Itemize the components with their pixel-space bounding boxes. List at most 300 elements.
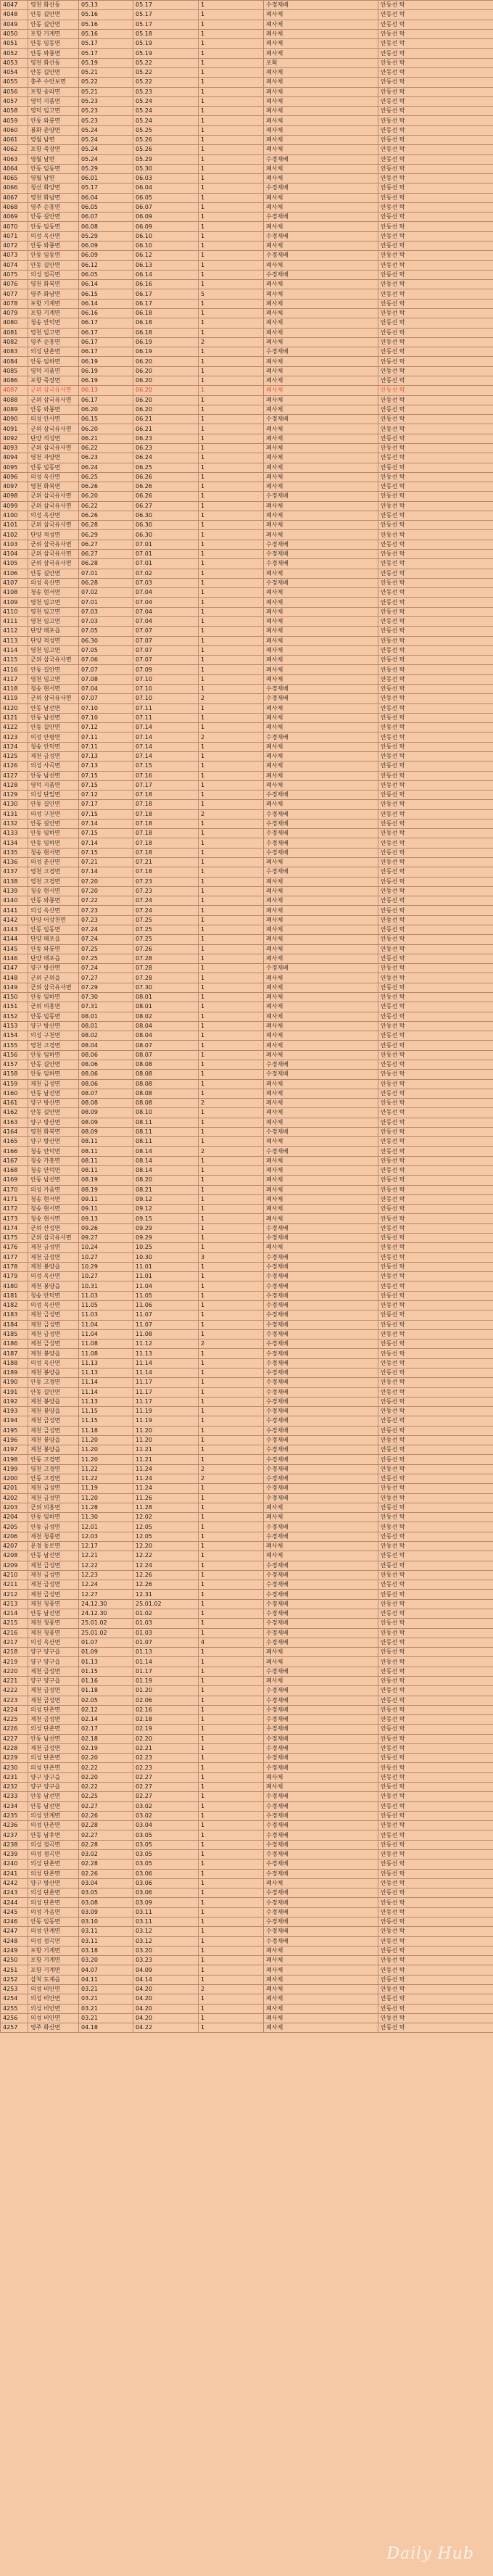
date-confirmed: 03.23	[133, 1956, 199, 1965]
date-occurred: 06.28	[79, 578, 133, 587]
table-row	[1, 521, 493, 530]
category: 수경재배	[264, 1570, 378, 1580]
date-confirmed: 07.11	[133, 713, 199, 722]
count: 1	[199, 1387, 264, 1397]
category: 수경재배	[264, 1445, 378, 1455]
category: 폐사체	[264, 569, 378, 578]
date-confirmed: 08.08	[133, 1089, 199, 1098]
row-number: 4141	[1, 906, 28, 915]
date-occurred: 03.10	[79, 1917, 133, 1926]
date-occurred: 07.20	[79, 877, 133, 886]
count: 1	[199, 790, 264, 800]
count: 1	[199, 1859, 264, 1869]
row-number: 4186	[1, 1339, 28, 1349]
date-occurred: 07.24	[79, 964, 133, 973]
row-number: 4167	[1, 1156, 28, 1165]
region: 안동 남선면	[28, 771, 79, 780]
date-occurred: 06.19	[79, 366, 133, 376]
date-occurred: 11.05	[79, 1300, 133, 1310]
date-occurred: 10.31	[79, 1281, 133, 1291]
table-row	[1, 1580, 493, 1590]
table-row	[1, 1715, 493, 1725]
date-confirmed: 02.19	[133, 1725, 199, 1734]
region: 의성 점곡면	[28, 1936, 79, 1946]
owner: 안동선 탁	[378, 386, 493, 395]
owner: 안동선 탁	[378, 761, 493, 771]
owner: 안동선 탁	[378, 550, 493, 559]
owner: 안동선 탁	[378, 1917, 493, 1926]
region: 제천 금성면	[28, 1484, 79, 1493]
row-number: 4188	[1, 1358, 28, 1368]
region: 의성 옥산면	[28, 1638, 79, 1647]
count: 1	[199, 915, 264, 925]
owner: 안동선 탁	[378, 1772, 493, 1782]
region: 안동 남선면	[28, 713, 79, 722]
date-confirmed: 05.24	[133, 96, 199, 106]
owner: 안동선 탁	[378, 1050, 493, 1060]
date-occurred: 07.07	[79, 665, 133, 674]
date-occurred: 05.23	[79, 116, 133, 125]
date-confirmed: 06.05	[133, 193, 199, 202]
category: 수경재배	[264, 1898, 378, 1907]
row-number: 4150	[1, 992, 28, 1002]
date-occurred: 08.11	[79, 1147, 133, 1156]
count: 4	[199, 1638, 264, 1647]
count: 1	[199, 1907, 264, 1917]
date-occurred: 07.15	[79, 829, 133, 838]
row-number: 4214	[1, 1609, 28, 1618]
table-row	[1, 1320, 493, 1329]
table-row	[1, 2023, 493, 2033]
date-occurred: 12.24	[79, 1580, 133, 1590]
count: 1	[199, 636, 264, 645]
row-number: 4069	[1, 212, 28, 222]
region: 영덕 지품면	[28, 780, 79, 790]
row-number: 4145	[1, 944, 28, 954]
table-row	[1, 1783, 493, 1792]
count: 1	[199, 1743, 264, 1753]
owner: 안동선 탁	[378, 1551, 493, 1561]
row-number: 4208	[1, 1551, 28, 1561]
row-number: 4079	[1, 309, 28, 318]
row-number: 4233	[1, 1792, 28, 1801]
region: 의성 점곡면	[28, 1840, 79, 1849]
category: 수경재배	[264, 1464, 378, 1474]
owner: 안동선 탁	[378, 1830, 493, 1840]
table-row	[1, 270, 493, 279]
count: 1	[199, 1522, 264, 1532]
count: 1	[199, 1176, 264, 1185]
count: 1	[199, 848, 264, 857]
owner: 안동선 탁	[378, 1878, 493, 1888]
count: 1	[199, 1320, 264, 1329]
date-occurred: 11.15	[79, 1416, 133, 1426]
count: 1	[199, 665, 264, 674]
date-confirmed: 02.16	[133, 1705, 199, 1714]
category: 수경재배	[264, 347, 378, 357]
table-row	[1, 376, 493, 385]
table-row	[1, 347, 493, 357]
date-occurred: 06.04	[79, 193, 133, 202]
category: 폐사체	[264, 1657, 378, 1667]
date-confirmed: 02.20	[133, 1734, 199, 1743]
region: 포항 송라면	[28, 87, 79, 96]
category: 폐사체	[264, 858, 378, 867]
date-confirmed: 07.28	[133, 954, 199, 963]
region: 안동 남선면	[28, 1792, 79, 1801]
table-row	[1, 703, 493, 713]
region: 안동 길안면	[28, 10, 79, 20]
row-number: 4113	[1, 636, 28, 645]
region: 의성 단촌면	[28, 1725, 79, 1734]
date-confirmed: 01.07	[133, 1638, 199, 1647]
region: 제천 금성면	[28, 1570, 79, 1580]
region: 군위 의흥면	[28, 1002, 79, 1012]
date-occurred: 07.12	[79, 790, 133, 800]
row-number: 4231	[1, 1772, 28, 1782]
table-row	[1, 1725, 493, 1734]
date-confirmed: 06.09	[133, 222, 199, 231]
date-confirmed: 11.14	[133, 1368, 199, 1377]
category: 폐사체	[264, 1050, 378, 1060]
region: 영덕 지품면	[28, 366, 79, 376]
row-number: 4201	[1, 1484, 28, 1493]
table-row	[1, 790, 493, 800]
table-row	[1, 78, 493, 87]
count: 1	[199, 1416, 264, 1426]
row-number: 4251	[1, 1965, 28, 1975]
owner: 안동선 탁	[378, 1147, 493, 1156]
date-confirmed: 01.17	[133, 1667, 199, 1676]
region: 군위 삼국유사면	[28, 540, 79, 549]
owner: 안동선 탁	[378, 1936, 493, 1946]
count: 1	[199, 771, 264, 780]
category: 폐사체	[264, 1956, 378, 1965]
category: 수경재배	[264, 1628, 378, 1638]
category: 폐사체	[264, 983, 378, 992]
date-confirmed: 09.29	[133, 1234, 199, 1243]
table-row	[1, 1811, 493, 1820]
date-confirmed: 11.21	[133, 1455, 199, 1464]
count: 1	[199, 309, 264, 318]
table-row	[1, 1763, 493, 1772]
table-row	[1, 424, 493, 434]
region: 안동 임동면	[28, 1917, 79, 1926]
date-occurred: 11.13	[79, 1397, 133, 1406]
date-occurred: 07.17	[79, 800, 133, 809]
row-number: 4149	[1, 983, 28, 992]
region: 단양 매포읍	[28, 935, 79, 944]
date-confirmed: 06.18	[133, 309, 199, 318]
owner: 안동선 탁	[378, 607, 493, 616]
owner: 안동선 탁	[378, 992, 493, 1002]
owner: 안동선 탁	[378, 242, 493, 251]
date-occurred: 08.11	[79, 1137, 133, 1147]
count: 1	[199, 540, 264, 549]
date-confirmed: 07.11	[133, 703, 199, 713]
table-row	[1, 588, 493, 598]
owner: 안동선 탁	[378, 925, 493, 935]
category: 수경재배	[264, 1281, 378, 1291]
region: 영천 임고면	[28, 328, 79, 337]
category: 수경재배	[264, 183, 378, 193]
owner: 안동선 탁	[378, 540, 493, 549]
category: 폐사체	[264, 193, 378, 202]
region: 제천 봉양읍	[28, 1349, 79, 1358]
table-row	[1, 1185, 493, 1194]
row-number: 4254	[1, 1994, 28, 2004]
owner: 안동선 탁	[378, 1743, 493, 1753]
date-occurred: 06.20	[79, 405, 133, 414]
owner: 안동선 탁	[378, 1898, 493, 1907]
row-number: 4130	[1, 800, 28, 809]
date-confirmed: 07.21	[133, 858, 199, 867]
row-number: 4144	[1, 935, 28, 944]
count: 1	[199, 1686, 264, 1696]
category: 수경재배	[264, 1, 378, 10]
category: 폐사체	[264, 1965, 378, 1975]
category: 수경재배	[264, 1888, 378, 1898]
table-row	[1, 540, 493, 549]
table-row	[1, 309, 493, 318]
row-number: 4097	[1, 482, 28, 492]
count: 2	[199, 1984, 264, 1994]
owner: 안동선 탁	[378, 674, 493, 684]
count: 2	[199, 694, 264, 703]
date-occurred: 02.14	[79, 1715, 133, 1725]
date-confirmed: 08.07	[133, 1041, 199, 1050]
category: 폐사체	[264, 424, 378, 434]
date-confirmed: 06.14	[133, 270, 199, 279]
table-row	[1, 1445, 493, 1455]
date-occurred: 02.12	[79, 1705, 133, 1714]
category: 폐사체	[264, 674, 378, 684]
table-row	[1, 492, 493, 501]
date-confirmed: 05.30	[133, 164, 199, 173]
date-occurred: 03.11	[79, 1936, 133, 1946]
table-row	[1, 511, 493, 520]
count: 1	[199, 1185, 264, 1194]
count: 1	[199, 1118, 264, 1127]
row-number: 4157	[1, 1060, 28, 1069]
category: 수경재배	[264, 1850, 378, 1859]
category: 수경재배	[264, 578, 378, 587]
table-row	[1, 1329, 493, 1339]
category: 폐사체	[264, 328, 378, 337]
count: 1	[199, 39, 264, 49]
date-occurred: 11.28	[79, 1503, 133, 1512]
count: 1	[199, 780, 264, 790]
count: 1	[199, 116, 264, 125]
row-number: 4236	[1, 1821, 28, 1830]
owner: 안동선 탁	[378, 1021, 493, 1031]
table-row	[1, 1936, 493, 1946]
row-number: 4058	[1, 107, 28, 116]
category: 포획	[264, 58, 378, 67]
date-confirmed: 06.30	[133, 511, 199, 520]
date-confirmed: 06.26	[133, 482, 199, 492]
date-occurred: 12.17	[79, 1542, 133, 1551]
date-confirmed: 07.23	[133, 886, 199, 896]
date-occurred: 05.24	[79, 125, 133, 135]
owner: 안동선 탁	[378, 1234, 493, 1243]
row-number: 4127	[1, 771, 28, 780]
count: 2	[199, 337, 264, 347]
count: 1	[199, 511, 264, 520]
region: 영덕 임고면	[28, 107, 79, 116]
date-confirmed: 11.06	[133, 1300, 199, 1310]
date-occurred: 07.03	[79, 617, 133, 627]
date-occurred: 10.29	[79, 1262, 133, 1271]
table-row	[1, 1455, 493, 1464]
date-confirmed: 11.17	[133, 1397, 199, 1406]
row-number: 4162	[1, 1108, 28, 1118]
row-number: 4064	[1, 164, 28, 173]
date-occurred: 06.24	[79, 463, 133, 472]
date-occurred: 10.27	[79, 1252, 133, 1262]
date-confirmed: 11.19	[133, 1416, 199, 1426]
date-confirmed: 09.29	[133, 1223, 199, 1233]
date-occurred: 11.30	[79, 1513, 133, 1522]
row-number: 4210	[1, 1570, 28, 1580]
count: 1	[199, 443, 264, 453]
category: 폐사체	[264, 992, 378, 1002]
owner: 안동선 탁	[378, 78, 493, 87]
region: 단양 매포읍	[28, 627, 79, 636]
date-confirmed: 06.04	[133, 183, 199, 193]
region: 안동 임하면	[28, 1513, 79, 1522]
count: 1	[199, 1667, 264, 1676]
region: 군위 삼국유사면	[28, 443, 79, 453]
category: 수경재배	[264, 1416, 378, 1426]
row-number: 4118	[1, 684, 28, 693]
region: 안동 남선면	[28, 1551, 79, 1561]
row-number: 4076	[1, 280, 28, 289]
category: 수경재배	[264, 550, 378, 559]
region: 청송 안덕면	[28, 1166, 79, 1176]
row-number: 4104	[1, 550, 28, 559]
owner: 안동선 탁	[378, 251, 493, 260]
date-confirmed: 07.26	[133, 944, 199, 954]
region: 안동 남선면	[28, 1734, 79, 1743]
region: 안동 길안면	[28, 1060, 79, 1069]
row-number: 4091	[1, 424, 28, 434]
owner: 안동선 탁	[378, 1965, 493, 1975]
date-occurred: 05.17	[79, 49, 133, 58]
count: 1	[199, 135, 264, 144]
row-number: 4088	[1, 395, 28, 405]
owner: 안동선 탁	[378, 96, 493, 106]
table-row	[1, 1657, 493, 1667]
date-occurred: 04.07	[79, 1965, 133, 1975]
row-number: 4126	[1, 761, 28, 771]
owner: 안동선 탁	[378, 366, 493, 376]
region: 포항 기계면	[28, 1965, 79, 1975]
owner: 안동선 탁	[378, 125, 493, 135]
owner: 안동선 탁	[378, 645, 493, 655]
owner: 안동선 탁	[378, 1513, 493, 1522]
date-occurred: 08.07	[79, 1089, 133, 1098]
category: 폐사체	[264, 656, 378, 665]
table-row	[1, 1570, 493, 1580]
date-occurred: 07.21	[79, 858, 133, 867]
table-row	[1, 906, 493, 915]
owner: 안동선 탁	[378, 67, 493, 77]
owner: 안동선 탁	[378, 318, 493, 328]
row-number: 4249	[1, 1946, 28, 1955]
date-occurred: 06.29	[79, 530, 133, 540]
date-occurred: 06.20	[79, 492, 133, 501]
table-row	[1, 665, 493, 674]
row-number: 4226	[1, 1725, 28, 1734]
date-confirmed: 01.03	[133, 1628, 199, 1638]
date-confirmed: 07.25	[133, 935, 199, 944]
count: 1	[199, 1166, 264, 1176]
date-confirmed: 06.20	[133, 357, 199, 366]
row-number: 4093	[1, 443, 28, 453]
category: 폐사체	[264, 1994, 378, 2004]
region: 청송 안덕면	[28, 1291, 79, 1300]
category: 수경재배	[264, 492, 378, 501]
date-occurred: 06.13	[79, 386, 133, 395]
count: 1	[199, 1821, 264, 1830]
table-row	[1, 944, 493, 954]
table-row	[1, 1291, 493, 1300]
region: 의성 단촌면	[28, 1869, 79, 1878]
date-confirmed: 03.09	[133, 1898, 199, 1907]
table-row	[1, 116, 493, 125]
date-confirmed: 08.21	[133, 1185, 199, 1194]
category: 폐사체	[264, 1503, 378, 1512]
owner: 안동선 탁	[378, 1310, 493, 1320]
date-confirmed: 03.05	[133, 1830, 199, 1840]
owner: 안동선 탁	[378, 1, 493, 10]
date-occurred: 04.18	[79, 2023, 133, 2033]
owner: 안동선 탁	[378, 1821, 493, 1830]
count: 1	[199, 1696, 264, 1705]
count: 1	[199, 242, 264, 251]
count: 1	[199, 1725, 264, 1734]
category: 수경재배	[264, 1686, 378, 1696]
region: 안동 고경면	[28, 1474, 79, 1484]
region: 안동 길안면	[28, 665, 79, 674]
count: 1	[199, 1965, 264, 1975]
date-occurred: 06.05	[79, 202, 133, 212]
date-occurred: 06.17	[79, 328, 133, 337]
table-row	[1, 1050, 493, 1060]
count: 1	[199, 1927, 264, 1936]
region: 영주 화산면	[28, 2023, 79, 2033]
owner: 안동선 탁	[378, 299, 493, 308]
date-occurred: 02.26	[79, 1869, 133, 1878]
count: 1	[199, 1435, 264, 1445]
row-number: 4073	[1, 251, 28, 260]
date-confirmed: 05.22	[133, 58, 199, 67]
table-row	[1, 780, 493, 790]
region: 안동 와룡면	[28, 896, 79, 906]
owner: 안동선 탁	[378, 1156, 493, 1165]
date-confirmed: 11.07	[133, 1320, 199, 1329]
table-row	[1, 222, 493, 231]
region: 안동 길안면	[28, 1387, 79, 1397]
count: 1	[199, 1358, 264, 1368]
table-row	[1, 1898, 493, 1907]
owner: 안동선 탁	[378, 559, 493, 569]
date-confirmed: 07.17	[133, 780, 199, 790]
region: 삼척 도계읍	[28, 1975, 79, 1984]
count: 1	[199, 1349, 264, 1358]
owner: 안동선 탁	[378, 627, 493, 636]
